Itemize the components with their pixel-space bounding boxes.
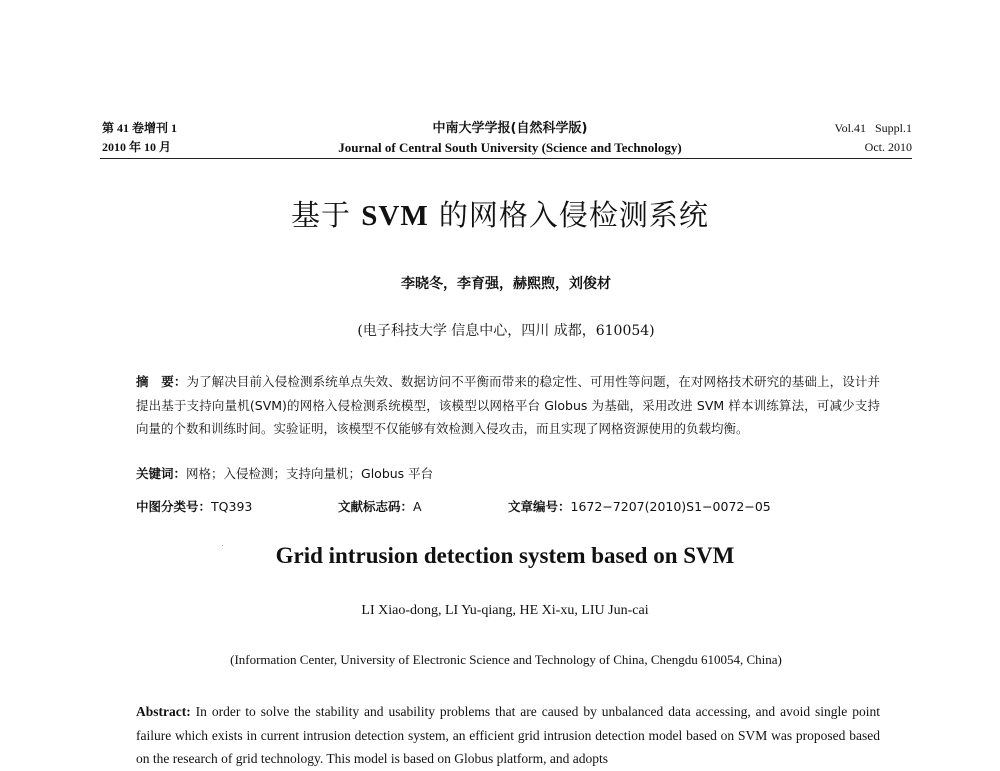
keywords-cn bbox=[136, 464, 433, 482]
document-code bbox=[338, 497, 422, 515]
article-no-value: 1672−7207(2010)S1−0072−05 bbox=[570, 499, 771, 514]
journal-name-en: Journal of Central South University (Science and Technology) bbox=[338, 140, 682, 155]
doc-code-label: 文献标志码： bbox=[338, 499, 414, 514]
keywords-cn-text: 网格；入侵检测；支持向量机；Globus 平台 bbox=[186, 466, 434, 481]
publication-date-en: Oct. 2010 bbox=[864, 140, 912, 154]
abstract-cn bbox=[136, 370, 880, 441]
volume-issue-en: Vol.41 Suppl.1 bbox=[834, 121, 912, 135]
abstract-en-label: Abstract: bbox=[136, 704, 191, 719]
header-left bbox=[102, 119, 177, 157]
paper-title-en: Grid intrusion detection system based on SVM bbox=[275, 543, 735, 568]
affiliation-cn: (电子科技大学 信息中心，四川 成都，610054) bbox=[357, 323, 655, 339]
classification-row bbox=[136, 497, 896, 515]
clc-value: TQ393 bbox=[211, 499, 253, 514]
header-center bbox=[300, 119, 720, 157]
paper-title-cn bbox=[0, 193, 1000, 234]
journal-name-cn: 中南大学学报(自然科学版) bbox=[432, 121, 588, 136]
abstract-en-text: In order to solve the stability and usability problems that are caused by unbalanced data accessing, and avoid single point failure which exists in current intrusion detection system, an efficient grid intrusion detection model based on SVM was proposed based on the research of grid technology. This model is based on Globus platform, and adopts bbox=[136, 704, 880, 766]
affiliation-en: (Information Center, University of Electronic Science and Technology of China, Chengdu 610054, China) bbox=[230, 652, 782, 667]
clc-label: 中图分类号： bbox=[136, 499, 212, 514]
title-cn-svm: SVM bbox=[361, 200, 429, 232]
article-number bbox=[508, 497, 771, 515]
abstract-cn-label: 摘 要： bbox=[136, 374, 187, 389]
volume-issue-cn: 第 41 卷增刊 1 bbox=[102, 121, 178, 135]
title-cn-suffix: 的网格入侵检测系统 bbox=[428, 198, 709, 232]
authors-cn: 李晓冬，李育强，赫熙煦，刘俊材 bbox=[401, 276, 611, 292]
doc-code-value: A bbox=[413, 499, 422, 514]
abstract-cn-text: 为了解决目前入侵检测系统单点失效、数据访问不平衡而带来的稳定性、可用性等问题，在对网格技术研究的基础上，设计并提出基于支持向量机(SVM)的网格入侵检测系统模型，该模型以网格平台 Globus 为基础，采用改进 SVM 样本训练算法，可减少支持向量的个数和训练时间。实验证明，该模型不仅能够有效检测入侵攻击，而且实现了网格资源使用的负载均衡。 bbox=[136, 374, 880, 436]
authors-en: LI Xiao-dong, LI Yu-qiang, HE Xi-xu, LIU Jun-cai bbox=[361, 603, 649, 618]
article-no-label: 文章编号： bbox=[508, 499, 571, 514]
header-rule bbox=[100, 158, 912, 159]
keywords-cn-label: 关键词： bbox=[136, 466, 187, 481]
clc-number bbox=[136, 499, 252, 514]
title-cn-prefix: 基于 bbox=[291, 198, 362, 232]
publication-date-cn: 2010 年 10 月 bbox=[102, 140, 172, 154]
header-right bbox=[835, 119, 912, 157]
